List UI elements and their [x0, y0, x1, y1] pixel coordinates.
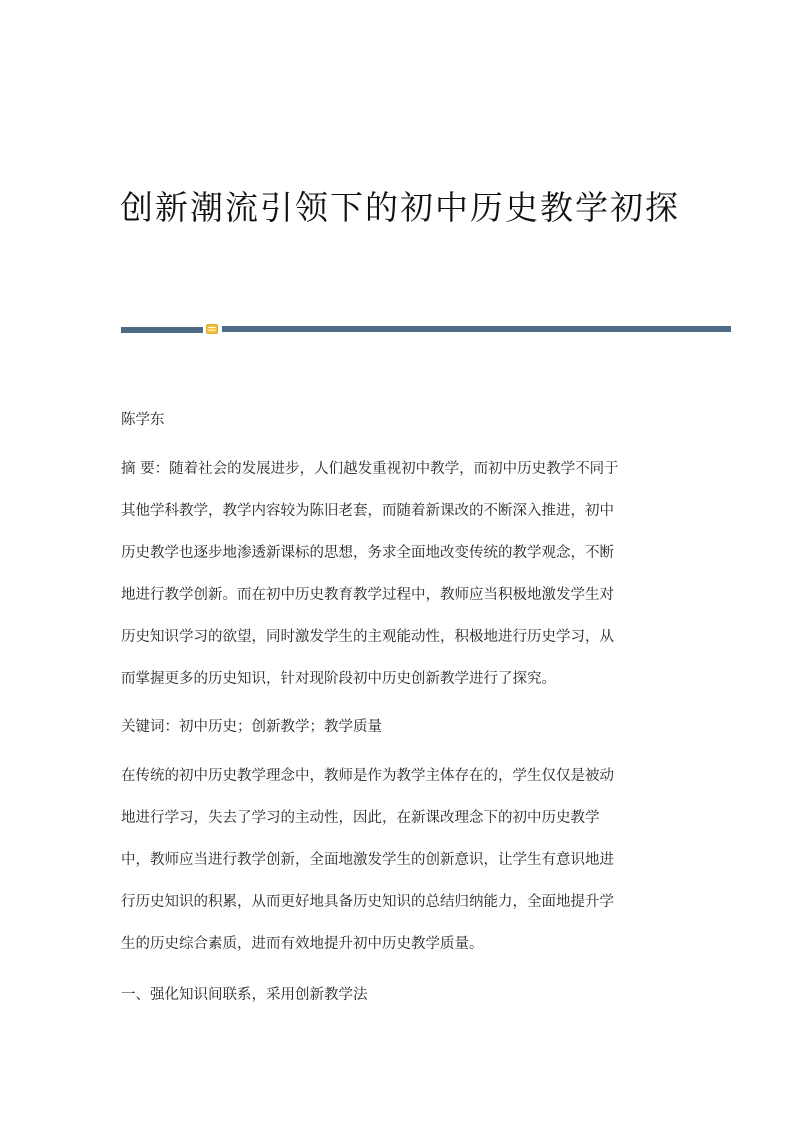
abstract-line: 历史知识学习的欲望，同时激发学生的主观能动性，积极地进行历史学习，从	[121, 629, 614, 645]
keywords: 关键词：初中历史；创新教学；教学质量	[121, 719, 382, 735]
section-heading: 一、强化知识间联系，采用创新教学法	[121, 987, 368, 1003]
body-line: 地进行学习，失去了学习的主动性，因此，在新课改理念下的初中历史教学	[121, 810, 600, 826]
abstract-line: 地进行教学创新。而在初中历史教育教学过程中，教师应当积极地激发学生对	[121, 587, 614, 603]
author-name: 陈学东	[121, 412, 165, 428]
body-line: 行历史知识的积累，从而更好地具备历史知识的总结归纳能力，全面地提升学	[121, 894, 614, 910]
page-title: 创新潮流引领下的初中历史教学初探	[120, 188, 680, 227]
title-divider	[121, 325, 731, 333]
body-line: 生的历史综合素质，进而有效地提升初中历史教学质量。	[121, 936, 484, 952]
divider-bar-right	[222, 326, 731, 332]
abstract-line: 摘 要：随着社会的发展进步，人们越发重视初中教学，而初中历史教学不同于	[121, 461, 619, 477]
abstract-line: 其他学科教学，教学内容较为陈旧老套，而随着新课改的不断深入推进，初中	[121, 503, 614, 519]
body-line: 中，教师应当进行教学创新，全面地激发学生的创新意识，让学生有意识地进	[121, 852, 614, 868]
abstract-line: 而掌握更多的历史知识，针对现阶段初中历史创新教学进行了探究。	[121, 671, 556, 687]
abstract-line: 历史教学也逐步地渗透新课标的思想，务求全面地改变传统的教学观念，不断	[121, 545, 614, 561]
document-icon	[206, 324, 218, 334]
body-line: 在传统的初中历史教学理念中，教师是作为教学主体存在的，学生仅仅是被动	[121, 768, 614, 784]
divider-bar-left	[121, 327, 203, 333]
